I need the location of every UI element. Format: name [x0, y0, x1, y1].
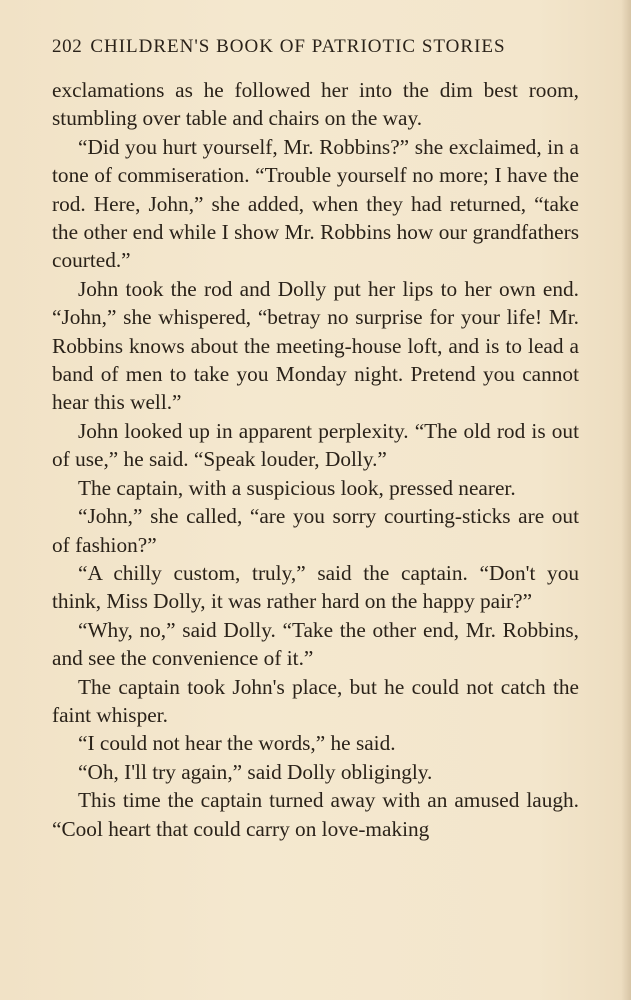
page-edge-shadow [621, 0, 631, 1000]
paragraph: “Oh, I'll try again,” said Dolly obligingly. [78, 759, 433, 784]
paragraph: John looked up in apparent perplexity. “The old rod is out of use,” he said. “Speak louder, Dolly.” [52, 418, 579, 472]
paragraph: “A chilly custom, truly,” said the captain. “Don't you think, Miss Dolly, it was rather hard on the happy pair?” [52, 560, 579, 614]
paragraph: John took the rod and Dolly put her lips to her own end. “John,” she whispered, “betray no surprise for your life! Mr. Robbins knows about the meeting-house loft, and is to lead a band of men to take you Monday night. Pretend you cannot hear this well.” [52, 276, 579, 415]
paragraph: This time the captain turned away with an amused laugh. “Cool heart that could carry on love-making [52, 788, 579, 841]
page-number: 202 [52, 36, 83, 57]
paragraph: The captain took John's place, but he could not catch the faint whisper. [52, 674, 579, 727]
paragraph-continued: exclamations as he followed her into the dim best room, stumbling over table and chairs on the way. [52, 78, 579, 131]
book-title: CHILDREN'S BOOK OF PATRIOTIC STORIES [90, 36, 506, 57]
body-text [52, 76, 579, 843]
paragraph: “I could not hear the words,” he said. [78, 731, 396, 756]
running-head [52, 36, 579, 58]
paragraph: “Did you hurt yourself, Mr. Robbins?” she exclaimed, in a tone of commiseration. “Trouble yourself no more; I have the rod. Here, John,” she added, when they had returned, “take the other end while I show Mr. Robbins how our grandfathers courted.” [52, 134, 579, 273]
paragraph: The captain, with a suspicious look, pressed nearer. [78, 475, 516, 500]
paragraph: “Why, no,” said Dolly. “Take the other end, Mr. Robbins, and see the convenience of it.” [52, 617, 579, 671]
paragraph: “John,” she called, “are you sorry courting-sticks are out of fashion?” [52, 504, 579, 557]
